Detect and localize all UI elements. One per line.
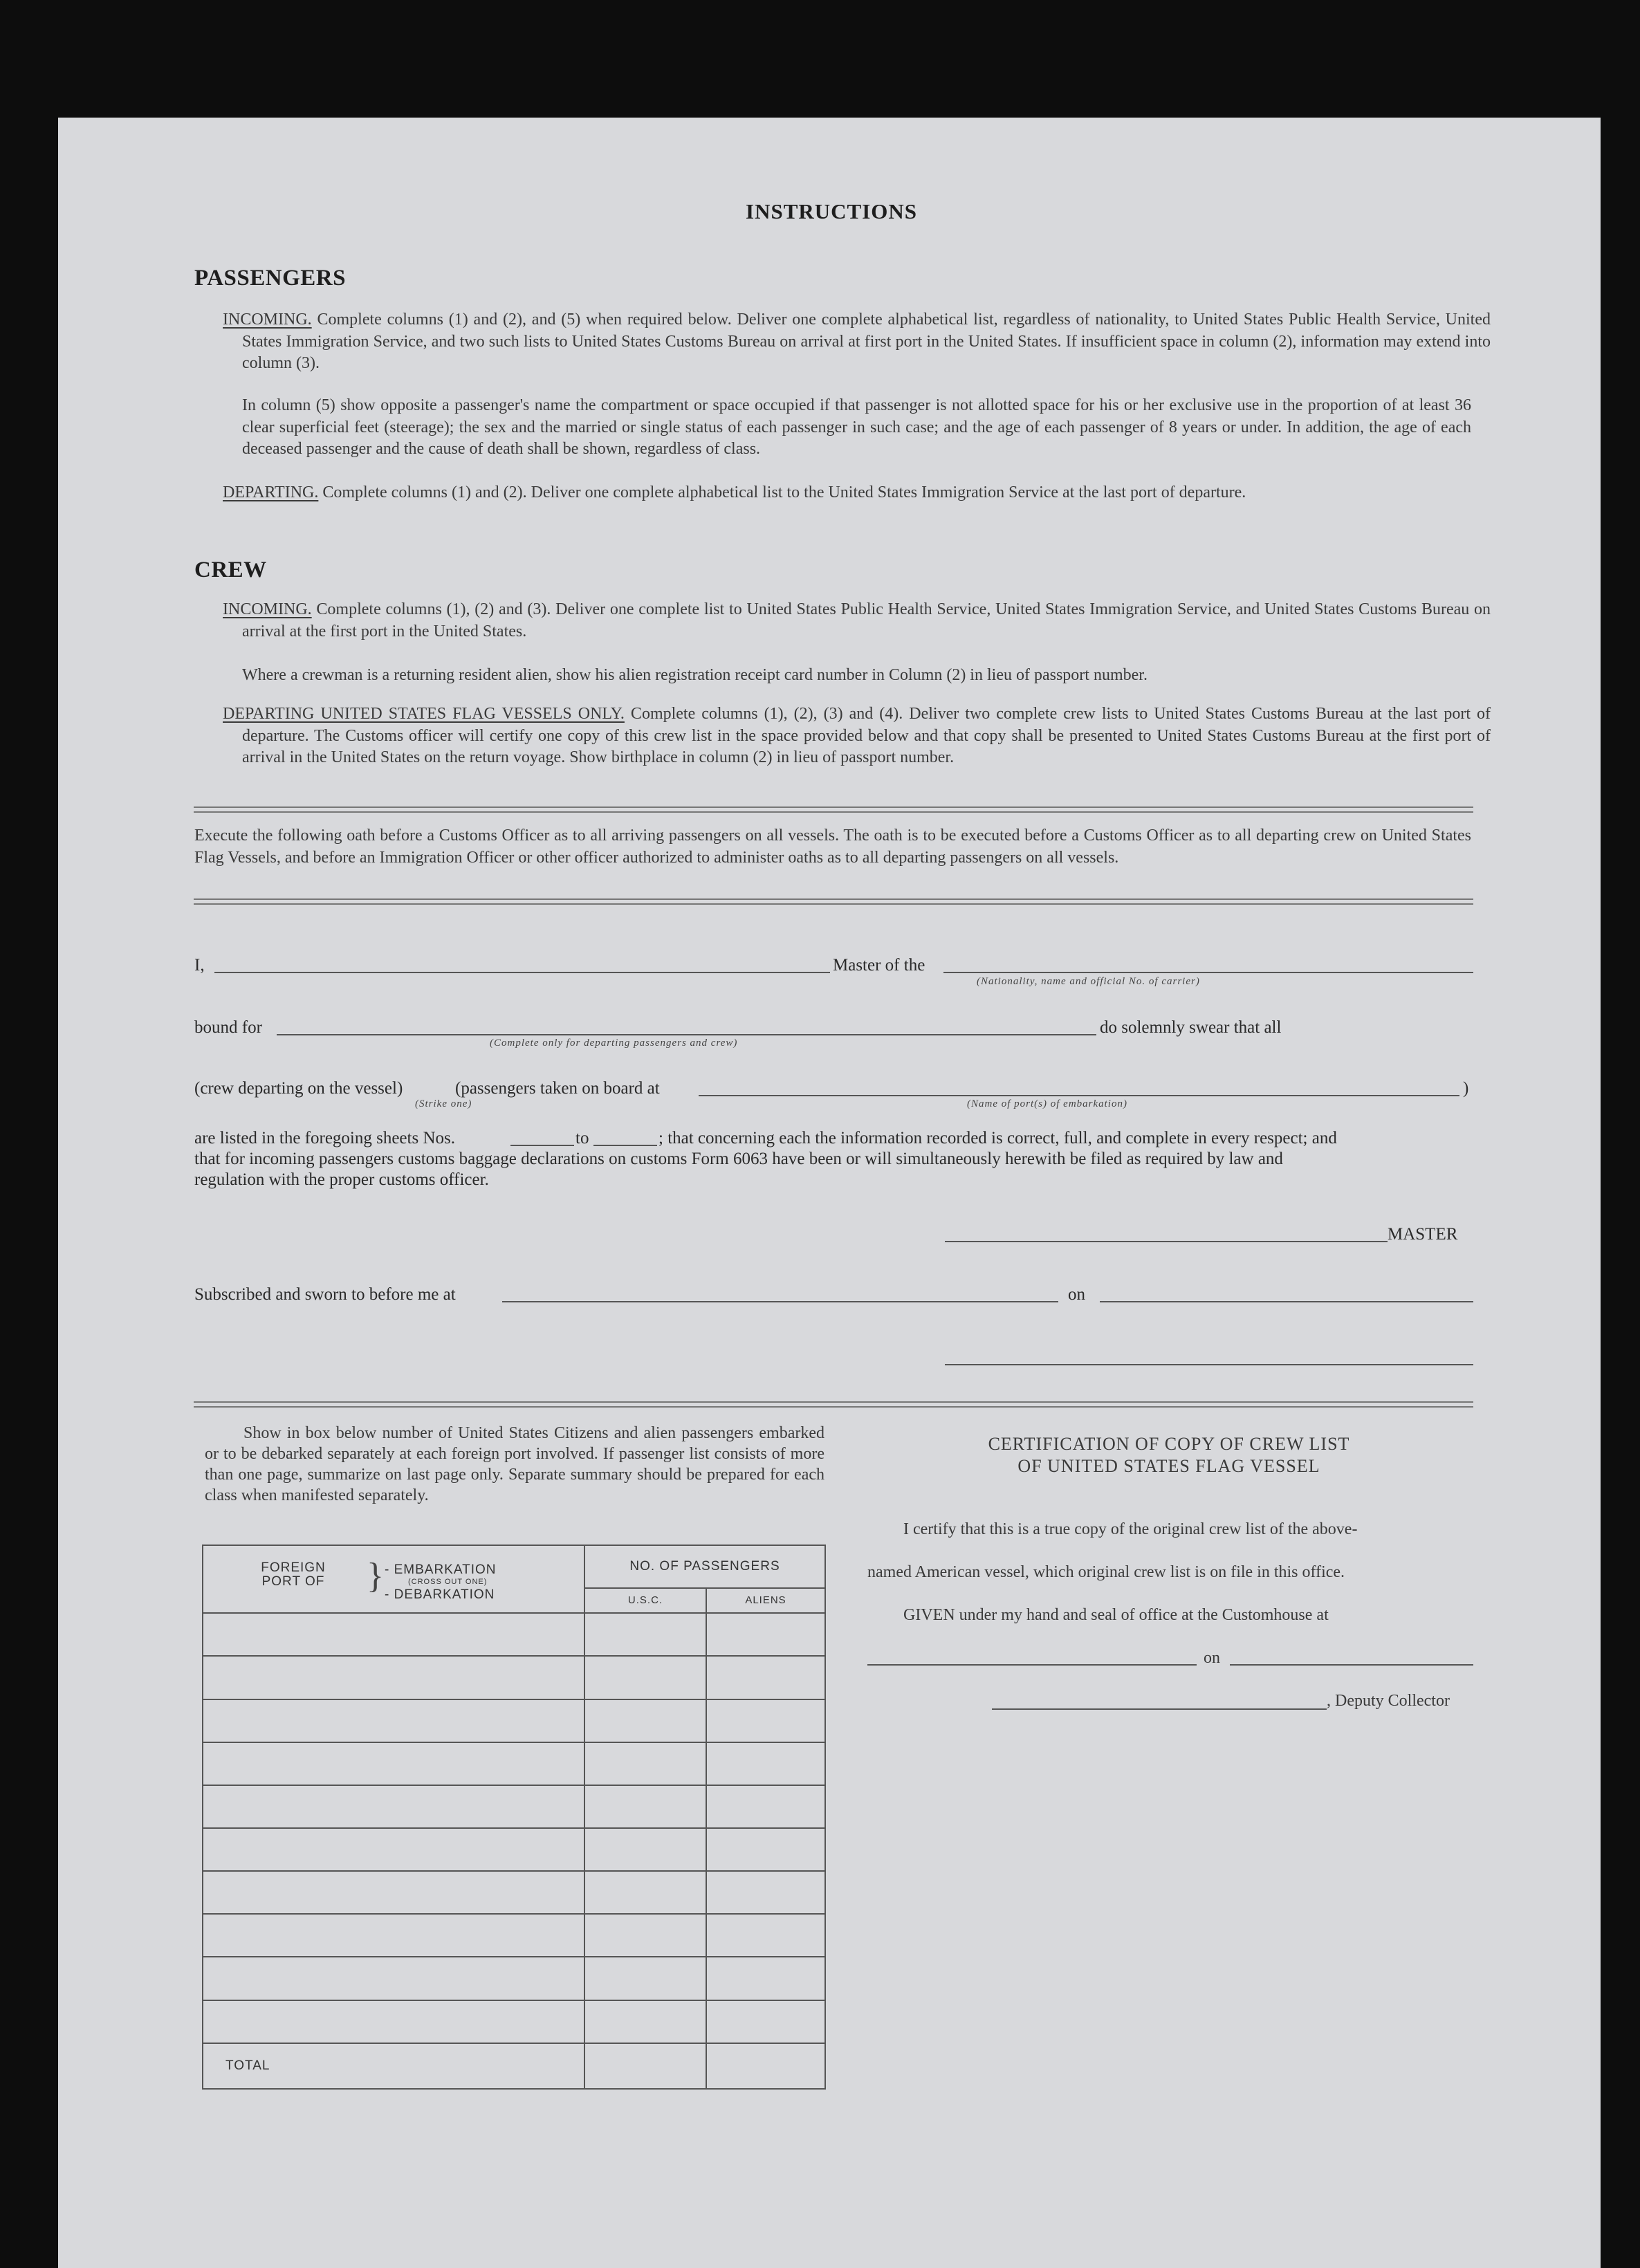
- crew-departing-label: DEPARTING UNITED STATES FLAG VESSELS ONLY.: [223, 705, 625, 723]
- aliens-cell[interactable]: [706, 1613, 825, 1656]
- foreign-port-label: FOREIGN PORT OF: [261, 1560, 326, 1589]
- port-cell[interactable]: [203, 1957, 584, 2000]
- aliens-cell[interactable]: [706, 1742, 825, 1785]
- foreign-port-header: [203, 1545, 584, 1613]
- double-rule: [194, 1401, 1473, 1408]
- certification-heading-line2: OF UNITED STATES FLAG VESSEL: [1017, 1456, 1320, 1476]
- usc-cell[interactable]: [584, 1871, 706, 1914]
- subscribed-on-label: on: [1068, 1285, 1085, 1304]
- certification-date-field[interactable]: [1230, 1664, 1473, 1666]
- brace-icon: }: [367, 1556, 384, 1596]
- port-cell[interactable]: [203, 1699, 584, 1742]
- certification-heading: [865, 1433, 1473, 1477]
- embarkation-ports-field[interactable]: [699, 1095, 1459, 1096]
- certification-line1: I certify that this is a true copy of the original crew list of the above-: [903, 1520, 1358, 1538]
- passenger-summary-table: [202, 1545, 826, 2090]
- aliens-cell[interactable]: [706, 1871, 825, 1914]
- listed-line3: regulation with the proper customs officer.: [194, 1170, 489, 1189]
- double-rule: [194, 806, 1473, 813]
- usc-header: [584, 1588, 706, 1613]
- port-cell[interactable]: [203, 1828, 584, 1871]
- summary-instructions: Show in box below number of United States Citizens and alien passengers embarked or to be debarked separately at each foreign port involved. If passenger list consists of more than one page, summarize on last page only. Separate summary should be prepared for each class when manifested separately.: [205, 1424, 824, 1504]
- certification-line3: GIVEN under my hand and seal of office at the Customhouse at: [903, 1606, 1329, 1624]
- port-cell[interactable]: [203, 1914, 584, 1957]
- passengers-taken-option[interactable]: (passengers taken on board at: [455, 1079, 660, 1098]
- usc-cell[interactable]: [584, 1914, 706, 1957]
- aliens-cell[interactable]: [706, 1785, 825, 1828]
- crew-incoming-paragraph: [223, 599, 1491, 643]
- bound-for-label: bound for: [194, 1018, 262, 1037]
- port-cell[interactable]: [203, 1613, 584, 1656]
- usc-label: U.S.C.: [627, 1594, 663, 1607]
- passengers-departing-text: Complete columns (1) and (2). Deliver one complete alphabetical list to the United States Immigration Service at the last port of departure.: [318, 483, 1246, 501]
- certification-heading-line1: CERTIFICATION OF COPY OF CREW LIST: [988, 1434, 1350, 1454]
- usc-cell[interactable]: [584, 1699, 706, 1742]
- aliens-cell[interactable]: [706, 1699, 825, 1742]
- listed-line2: that for incoming passengers customs baggage declarations on customs Form 6063 have been or will simultaneously herewith be filed as required by law and: [194, 1150, 1283, 1168]
- master-of-label: Master of the: [833, 956, 925, 975]
- passengers-departing-label: DEPARTING.: [223, 483, 319, 501]
- passengers-incoming-paragraph: [223, 309, 1491, 375]
- carrier-caption: (Nationality, name and official No. of carrier): [977, 976, 1200, 987]
- ports-caption: (Name of port(s) of embarkation): [967, 1098, 1127, 1109]
- usc-cell[interactable]: [584, 1613, 706, 1656]
- port-cell[interactable]: [203, 2000, 584, 2043]
- double-rule: [194, 898, 1473, 905]
- subscribed-place-field[interactable]: [502, 1301, 1058, 1302]
- strike-caption: (Strike one): [415, 1098, 472, 1109]
- close-paren: ): [1463, 1079, 1469, 1098]
- crew-departing-option[interactable]: (crew departing on the vessel): [194, 1079, 403, 1098]
- subscribed-label: Subscribed and sworn to before me at: [194, 1285, 456, 1304]
- master-label: MASTER: [1388, 1225, 1458, 1244]
- port-cell[interactable]: [203, 1742, 584, 1785]
- passengers-heading: PASSENGERS: [194, 266, 346, 291]
- listed-rest: ; that concerning each the information recorded is correct, full, and complete in every respect; and: [658, 1129, 1337, 1147]
- carrier-field[interactable]: [943, 972, 1473, 973]
- aliens-header: [706, 1588, 825, 1613]
- customhouse-field[interactable]: [867, 1664, 1197, 1666]
- passengers-incoming-label: INCOMING.: [223, 311, 312, 329]
- oath-i-label: I,: [194, 956, 205, 975]
- usc-cell[interactable]: [584, 2000, 706, 2043]
- oath-instructions: Execute the following oath before a Customs Officer as to all arriving passengers on all vessels. The oath is to be executed before a Customs Officer as to all departing crew on United States Flag Vessels, and before an Immigration Officer or other officer authorized to administer oaths as to all departing passengers on all vessels.: [194, 827, 1471, 867]
- swear-label: do solemnly swear that all: [1100, 1018, 1282, 1037]
- passengers-departing-paragraph: [223, 482, 1491, 504]
- crew-incoming-label: INCOMING.: [223, 600, 312, 618]
- usc-cell[interactable]: [584, 1957, 706, 2000]
- sheet-to-field[interactable]: [593, 1145, 657, 1146]
- page-title: INSTRUCTIONS: [746, 199, 918, 223]
- deputy-collector-signature-field[interactable]: [992, 1708, 1327, 1710]
- aliens-cell[interactable]: [706, 1957, 825, 2000]
- master-signature-field[interactable]: [945, 1241, 1388, 1242]
- aliens-cell[interactable]: [706, 1914, 825, 1957]
- no-of-passengers-label: NO. OF PASSENGERS: [629, 1559, 780, 1574]
- crew-incoming-text: Complete columns (1), (2) and (3). Deliver one complete list to United States Public Health Service, United States Immigration Service, and United States Customs Bureau on arrival at the first port in the United States.: [242, 600, 1491, 640]
- officer-signature-field[interactable]: [945, 1364, 1473, 1365]
- usc-total-cell[interactable]: [584, 2043, 706, 2089]
- master-name-field[interactable]: [214, 972, 830, 973]
- crew-resident-paragraph: Where a crewman is a returning resident alien, show his alien registration receipt card number in Column (2) in lieu of passport number.: [242, 666, 1148, 684]
- usc-cell[interactable]: [584, 1656, 706, 1699]
- bound-caption: (Complete only for departing passengers and crew): [490, 1038, 738, 1049]
- bound-for-field[interactable]: [277, 1034, 1096, 1035]
- deputy-collector-label: , Deputy Collector: [1327, 1692, 1450, 1710]
- to-label: to: [575, 1129, 589, 1147]
- no-of-passengers-header: [584, 1545, 825, 1588]
- listed-label: are listed in the foregoing sheets Nos.: [194, 1129, 455, 1147]
- crew-heading: CREW: [194, 557, 267, 582]
- crew-departing-paragraph: [223, 703, 1491, 769]
- usc-cell[interactable]: [584, 1828, 706, 1871]
- debarkation-label: - DEBARKATION: [385, 1587, 495, 1602]
- total-label: TOTAL: [225, 2058, 270, 2073]
- certification-line2: named American vessel, which original crew list is on file in this office.: [867, 1563, 1345, 1581]
- passengers-incoming-text: Complete columns (1) and (2), and (5) when required below. Deliver one complete alphabetical list, regardless of nationality, to United States Public Health Service, United States Immigration Service, and two such lists to United States Customs Bureau on arrival at first port in the United States. If insufficient space in column (2), information may extend into column (3).: [242, 311, 1491, 372]
- sheet-from-field[interactable]: [510, 1145, 574, 1146]
- aliens-cell[interactable]: [706, 2000, 825, 2043]
- total-row-label: [203, 2043, 584, 2089]
- usc-cell[interactable]: [584, 1742, 706, 1785]
- port-cell[interactable]: [203, 1871, 584, 1914]
- aliens-cell[interactable]: [706, 1828, 825, 1871]
- subscribed-date-field[interactable]: [1100, 1301, 1473, 1302]
- aliens-label: ALIENS: [745, 1594, 786, 1607]
- port-cell[interactable]: [203, 1785, 584, 1828]
- usc-cell[interactable]: [584, 1785, 706, 1828]
- embarkation-label: - EMBARKATION: [385, 1562, 497, 1577]
- passengers-column5-paragraph: In column (5) show opposite a passenger's name the compartment or space occupied if that passenger is not allotted space for his or her exclusive use in the proportion of at least 36 clear superficial feet (steerage); the sex and the married or single status of each passenger in such case; and the age of each passenger of 8 years or under. In addition, the age of each deceased passenger and the cause of death shall be shown, regardless of class.: [242, 396, 1471, 458]
- aliens-total-cell[interactable]: [706, 2043, 825, 2089]
- port-cell[interactable]: [203, 1656, 584, 1699]
- certification-on-label: on: [1204, 1649, 1220, 1667]
- crew-departing-text: Complete columns (1), (2), (3) and (4). Deliver two complete crew lists to United States Customs Bureau at the last port of departure. The Customs officer will certify one copy of this crew list in the space provided below and that copy shall be presented to United States Customs Bureau at the first port of arrival in the United States on the return voyage. Show birthplace in column (2) in lieu of passport number.: [242, 705, 1491, 766]
- cross-out-label: (CROSS OUT ONE): [408, 1578, 488, 1586]
- aliens-cell[interactable]: [706, 1656, 825, 1699]
